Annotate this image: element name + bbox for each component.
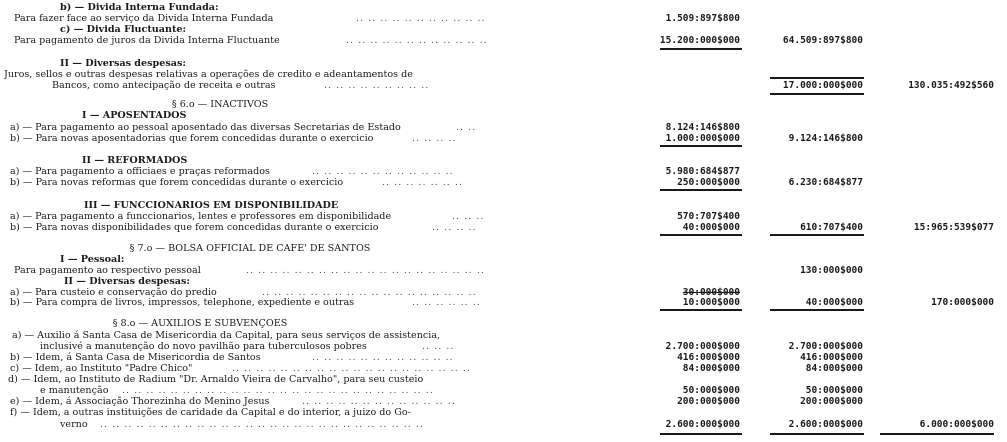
- line-text: Bancos, como antecipação de receita e outras: [52, 80, 276, 91]
- dot-leader: .. .. .. .. .. .. .. .. .. .. .. ..: [312, 166, 454, 177]
- doc-line: [0, 58, 1007, 69]
- amount-col1: 8.124:146$800: [665, 122, 740, 133]
- line-text: b) — Para compra de livros, impressos, telephone, expediente e outras: [10, 297, 355, 308]
- line-text: e manutenção: [40, 385, 109, 396]
- doc-line: [0, 24, 1007, 35]
- amount-col1: 200:000$000: [677, 396, 740, 407]
- doc-line: [0, 99, 1007, 110]
- doc-line: [0, 80, 1007, 91]
- doc-line: [0, 222, 1007, 233]
- doc-line: [0, 133, 1007, 144]
- amount-col2: 50:000$000: [805, 385, 863, 396]
- line-text: b) — Para novas disponibilidades que forem concedidas durante o exercicio: [10, 222, 379, 233]
- doc-line: [0, 297, 1007, 308]
- amount-col1: 84:000$000: [682, 363, 740, 374]
- sum-rule: [660, 48, 742, 50]
- amount-col1: 5.980:684$877: [665, 166, 740, 177]
- dot-leader: .. .. .. ..: [432, 222, 477, 233]
- subheading: II — REFORMADOS: [82, 155, 188, 166]
- sum-rule: [660, 433, 742, 435]
- section-heading: § 6.o — INACTIVOS: [171, 99, 269, 110]
- doc-line: [0, 110, 1007, 121]
- section-heading: § 7.o — BOLSA OFFICIAL DE CAFE' DE SANTOS: [129, 243, 371, 254]
- doc-line: [0, 35, 1007, 46]
- dot-leader: .. .. ..: [422, 341, 455, 352]
- line-text: a) — Para custeio e conservação do predio: [10, 287, 217, 298]
- dot-leader: .. .. .. .. .. .. .. .. .. .. .. .. .. .. .. .. .. .. .. .. .. .. .. .. .. .. ..: [100, 419, 424, 430]
- amount-col1: 1.509:897$800: [665, 13, 740, 24]
- amount-col1: 40:000$000: [682, 222, 740, 233]
- sum-rule: [660, 145, 742, 147]
- doc-line: [0, 396, 1007, 407]
- line-text: a) — Para pagamento ao pessoal aposentado das diversas Secretarias de Estado: [10, 122, 401, 133]
- amount-col1: 2.700:000$000: [665, 341, 740, 352]
- line-text: b) — Idem, á Santa Casa de Misericordia de Santos: [10, 352, 261, 363]
- doc-line: [0, 341, 1007, 352]
- amount-col1: 10:000$000: [682, 297, 740, 308]
- dot-leader: .. .. .. .. .. .. ..: [382, 177, 463, 188]
- dot-leader: .. .. .. .. .. .. .. .. .. .. ..: [356, 13, 486, 24]
- sum-rule: [770, 77, 864, 79]
- amount-col1: 1.000:000$000: [665, 133, 740, 144]
- doc-line: [0, 155, 1007, 166]
- doc-line: [0, 13, 1007, 24]
- amount-col2: 2.600:000$000: [788, 419, 863, 430]
- subheading: II — Diversas despesas:: [64, 276, 190, 287]
- doc-line: [0, 330, 1007, 341]
- amount-col2: 6.230:684$877: [788, 177, 863, 188]
- line-text: b) — Para novas aposentadorias que forem concedidas durante o exercicio: [10, 133, 374, 144]
- doc-line: [0, 200, 1007, 211]
- dot-leader: .. ..: [456, 122, 477, 133]
- doc-line: [0, 374, 1007, 385]
- line-text: b) — Para novas reformas que forem concedidas durante o exercicio: [10, 177, 344, 188]
- dot-leader: .. .. .. .. .. .. .. .. .. .. .. .. .. .. .. .. .. .. .. ..: [246, 265, 485, 276]
- amount-col3: 170:000$000: [931, 297, 994, 308]
- sum-rule: [770, 309, 864, 311]
- line-text: a) — Para pagamento a funccionarios, lentes e professores em disponibilidade: [10, 211, 392, 222]
- subheading: I — APOSENTADOS: [82, 110, 187, 121]
- dot-leader: .. .. .. .. .. .. .. .. ..: [324, 80, 430, 91]
- dot-leader: .. .. .. .. .. .. .. .. .. .. .. .. ..: [302, 396, 456, 407]
- doc-line: [0, 419, 1007, 430]
- dot-leader: .. .. .. .. .. ..: [412, 297, 481, 308]
- line-text: e) — Idem, á Associação Thorezinha do Menino Jesus: [10, 396, 270, 407]
- amount-col2: 610:707$400: [800, 222, 863, 233]
- dot-leader: .. .. .. .. .. .. .. .. .. .. .. ..: [346, 35, 488, 46]
- section-heading: § 8.o — AUXILIOS E SUBVENÇÕES: [112, 318, 288, 329]
- doc-line: [0, 177, 1007, 188]
- amount-col2: 64.509:897$800: [782, 35, 863, 46]
- line-text: Juros, sellos e outras despesas relativas a operações de credito e adeantamentos de: [4, 69, 413, 80]
- dot-leader: .. .. ..: [452, 211, 485, 222]
- dot-leader: .. .. .. .. .. .. .. .. .. .. .. ..: [312, 352, 454, 363]
- amount-col1: 416:000$000: [677, 352, 740, 363]
- amount-col1: 570:707$400: [677, 211, 740, 222]
- amount-col2: 416:000$000: [800, 352, 863, 363]
- subheading: III — FUNCCIONARIOS EM DISPONIBILIDADE: [84, 200, 339, 211]
- sum-rule: [770, 234, 864, 236]
- amount-col2: 40:000$000: [805, 297, 863, 308]
- doc-line: [0, 254, 1007, 265]
- sum-rule: [770, 93, 864, 95]
- subheading: II — Diversas despesas:: [60, 58, 186, 69]
- doc-line: [0, 385, 1007, 396]
- amount-col1: 50:000$000: [682, 385, 740, 396]
- line-text: inclusivé a manutenção do novo pavilhão para tuberculosos pobres: [40, 341, 367, 352]
- sum-rule: [660, 189, 742, 191]
- line-text: a) — Para pagamento a officiaes e praças reformados: [10, 166, 270, 177]
- doc-line: [0, 166, 1007, 177]
- subheading: c) — Divida Fluctuante:: [60, 24, 187, 35]
- amount-col3: 15:965:539$077: [913, 222, 994, 233]
- amount-col3: 6.000:000$000: [919, 419, 994, 430]
- doc-line: [0, 363, 1007, 374]
- line-text: f) — Idem, a outras instituições de caridade da Capital e do interior, a juizo do Go-: [10, 407, 411, 418]
- amount-col1: 2.600:000$000: [665, 419, 740, 430]
- amount-col2: 200:000$000: [800, 396, 863, 407]
- doc-line: [0, 2, 1007, 13]
- doc-line: [0, 407, 1007, 418]
- subheading: I — Pessoal:: [60, 254, 125, 265]
- sum-rule: [660, 234, 742, 236]
- line-text: c) — Idem, ao Instituto "Padre Chico": [10, 363, 193, 374]
- amount-col2: 2.700:000$000: [788, 341, 863, 352]
- amount-col2: 130:000$000: [800, 265, 863, 276]
- amount-col3: 130.035:492$560: [908, 80, 994, 91]
- amount-col2: 17.000:000$000: [782, 80, 863, 91]
- doc-line: [0, 276, 1007, 287]
- doc-line: [0, 265, 1007, 276]
- amount-col1: 15.200:000$000: [659, 35, 740, 46]
- sum-rule: [660, 309, 742, 311]
- subheading: b) — Divida Interna Fundada:: [60, 2, 219, 13]
- sum-rule: [770, 433, 864, 435]
- line-text: Para fazer face ao serviço da Divida Interna Fundada: [14, 13, 274, 24]
- doc-line: [0, 211, 1007, 222]
- line-text: Para pagamento de juros da Divida Interna Fluctuante: [14, 35, 280, 46]
- dot-leader: .. .. .. ..: [412, 133, 457, 144]
- doc-line: [0, 243, 1007, 254]
- amount-col1: 250:000$000: [677, 177, 740, 188]
- line-text: Para pagamento ao respectivo pessoal: [14, 265, 201, 276]
- sum-rule: [880, 433, 994, 435]
- amount-col1: 30:000$000: [682, 287, 740, 298]
- dot-leader: .. .. .. .. .. .. .. .. .. .. .. .. .. .. .. .. .. .. .. .. .. .. .. .. .. ..: [122, 385, 434, 396]
- amount-col2: 84:000$000: [805, 363, 863, 374]
- line-text: a) — Auxilio á Santa Casa de Misericordia da Capital, para seus serviços de assistencia,: [12, 330, 441, 341]
- line-text: d) — Idem, ao Instituto de Radium "Dr. Arnaldo Vieira de Carvalho", para seu custeio: [8, 374, 424, 385]
- dot-leader: .. .. .. .. .. .. .. .. .. .. .. .. .. .. .. .. .. ..: [262, 287, 477, 298]
- doc-line: [0, 318, 1007, 329]
- line-text: verno: [60, 419, 88, 430]
- doc-line: [0, 122, 1007, 133]
- amount-col2: 9.124:146$800: [788, 133, 863, 144]
- dot-leader: .. .. .. .. .. .. .. .. .. .. .. .. .. .. .. .. .. .. .. ..: [232, 363, 471, 374]
- doc-line: [0, 352, 1007, 363]
